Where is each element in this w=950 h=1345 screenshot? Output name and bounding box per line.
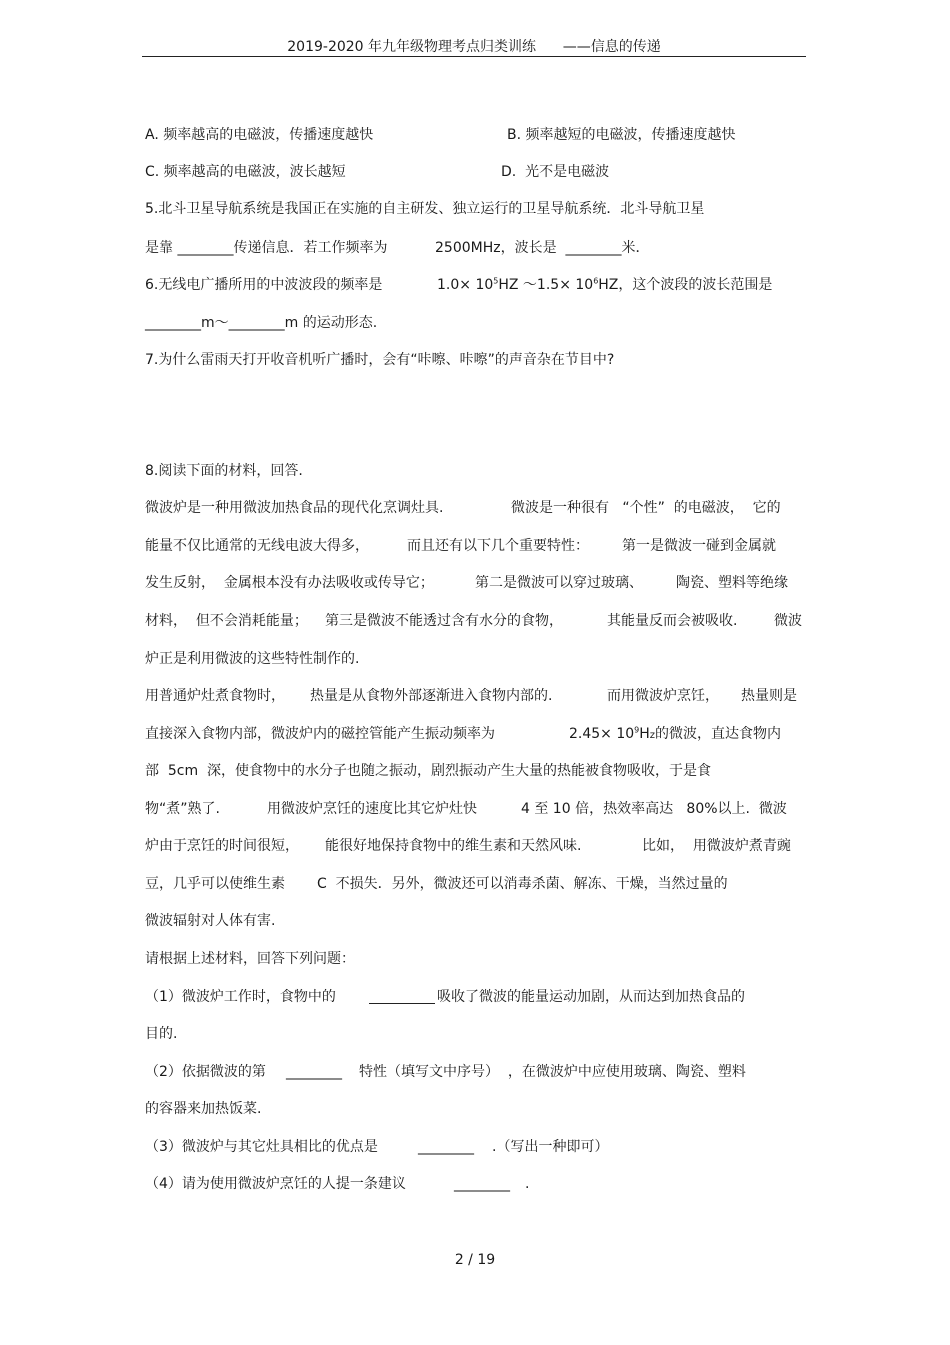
q8-ask: 请根据上述材料，回答下列问题： xyxy=(145,951,355,967)
q8-p2-l5-c: 比如， 用微波炉煮青豌 xyxy=(642,838,791,854)
q8-p1-l4-b: 第三是微波不能透过含有水分的食物， xyxy=(325,613,563,629)
q5-line1: 5.北斗卫星导航系统是我国正在实施的自主研发、独立运行的卫星导航系统．北斗导航卫星 xyxy=(145,201,705,217)
q8-sub2-a: （2）依据微波的第 xyxy=(145,1064,266,1080)
q8-p1-line5: 炉正是利用微波的这些特性制作的. xyxy=(145,651,360,667)
q8-freq-unit-z: z xyxy=(649,730,656,741)
q8-p2-l4-b: 用微波炉烹饪的速度比其它炉灶快 xyxy=(267,801,477,817)
q8-p2-line3: 部 5cm 深，使食物中的水分子也随之振动，剧烈振动产生大量的热能被食物吸收，于是食 xyxy=(145,763,712,779)
q8-p2-l6-a: 豆，几乎可以使维生素 xyxy=(145,876,285,892)
q8-sub2-c: 特性（填写文中序号） ，在微波炉中应使用玻璃、陶瓷、塑料 xyxy=(359,1064,746,1080)
q6-text: 6.无线电广播所用的中波波段的频率是 xyxy=(145,277,383,293)
q8-intro: 8.阅读下面的材料，回答. xyxy=(145,463,303,479)
q8-sub4-c: . xyxy=(525,1176,530,1192)
q8-p2-l6-b: C 不损失．另外，微波还可以消毒杀菌、解冻、干燥，当然过量的 xyxy=(317,876,728,892)
q8-sub1-blank[interactable] xyxy=(369,989,435,1010)
q8-p1-l2-c: 第一是微波一碰到金属就 xyxy=(622,538,776,554)
q8-p1-l1-a: 微波炉是一种用微波加热食品的现代化烹调灶具. xyxy=(145,500,444,516)
q5-part-b: 2500MHz，波长是 ________米． xyxy=(435,240,650,256)
q4-option-d: D. 光不是电磁波 xyxy=(501,164,610,180)
q8-sub4-blank[interactable]: ________ xyxy=(454,1176,510,1192)
q8-freq-exp: 9 xyxy=(634,725,640,735)
page-header: 2019-2020 年九年级物理考点归类训练 ——信息的传递 xyxy=(287,39,661,55)
q8-p2-l2-tail: 的微波，直达食物内 xyxy=(655,726,782,742)
q8-sub3-c: .（写出一种即可） xyxy=(492,1139,609,1155)
q8-p2-l4-c: 4 至 10 倍，热效率高达 80%以上. 微波 xyxy=(521,801,787,817)
q6-frequency-range xyxy=(437,275,772,295)
q8-sub3-blank[interactable]: ________ xyxy=(418,1139,474,1155)
q6-freq-mid: HZ ～1.5× 10 xyxy=(498,277,594,293)
q8-p1-l3-b: 第二是微波可以穿过玻璃、 xyxy=(475,575,643,591)
q5-part-a: 是靠 ________传递信息．若工作频率为 xyxy=(145,240,388,256)
q8-sub1-line1 xyxy=(145,987,805,1067)
q8-sub4 xyxy=(145,1174,805,1254)
q8-p2-l1-b: 热量是从食物外部逐渐进入食物内部的. xyxy=(310,688,553,704)
page-number: 2 / 19 xyxy=(454,1252,496,1268)
q8-p2-l2-frequency xyxy=(569,724,781,746)
q8-p2-l1-a: 用普通炉灶煮食物时， xyxy=(145,688,285,704)
q8-sub3-a: （3）微波炉与其它灶具相比的优点是 xyxy=(145,1139,378,1155)
q8-p1-l2-b: 而且还有以下几个重要特性： xyxy=(407,538,589,554)
q8-sub1-a: （1）微波炉工作时，食物中的 xyxy=(145,989,336,1005)
q6-line2: ________m～________m 的运动形态. xyxy=(145,315,378,331)
q8-p2-l2-a: 直接深入食物内部，微波炉内的磁控管能产生振动频率为 xyxy=(145,726,495,742)
q8-p1-l3-c: 陶瓷、塑料等绝缘 xyxy=(676,575,788,591)
q4-option-c: C. 频率越高的电磁波，波长越短 xyxy=(145,164,346,180)
q8-p2-l1-c: 而用微波炉烹饪， xyxy=(607,688,719,704)
q8-p2-line7: 微波辐射对人体有害. xyxy=(145,913,276,929)
q8-p1-l4-d: 微波 xyxy=(774,613,802,629)
q8-p1-l1-b: 微波是一种很有 “个性” 的电磁波， 它的 xyxy=(511,500,781,516)
q8-p2-l4-a: 物“煮”熟了. xyxy=(145,801,220,817)
q6-exp-1: 5 xyxy=(493,276,499,286)
q6-exp-2: 6 xyxy=(593,276,599,286)
q8-sub2-line2: 的容器来加热饭菜. xyxy=(145,1101,262,1117)
q8-p2-l5-b: 能很好地保持食物中的维生素和天然风味. xyxy=(325,838,582,854)
q8-sub1-line2: 目的. xyxy=(145,1026,178,1042)
q6-freq-tail: HZ，这个波段的波长范围是 xyxy=(598,277,773,293)
q4-option-b: B. 频率越短的电磁波，传播速度越快 xyxy=(507,127,736,143)
q6-freq-low: 1.0× 10 xyxy=(437,277,494,293)
q4-option-a: A. 频率越高的电磁波，传播速度越快 xyxy=(145,127,374,143)
q8-p1-l4-a: 材料， 但不会消耗能量； xyxy=(145,613,308,629)
q8-sub4-a: （4）请为使用微波炉烹饪的人提一条建议 xyxy=(145,1176,406,1192)
q8-sub1-c: 吸收了微波的能量运动加剧，从而达到加热食品的 xyxy=(437,989,745,1005)
q8-p1-l2-a: 能量不仅比通常的无线电波大得多， xyxy=(145,538,369,554)
q8-p1-l3-a: 发生反射， 金属根本没有办法吸收或传导它； xyxy=(145,575,434,591)
q8-p2-l1-d: 热量则是 xyxy=(741,688,797,704)
q8-p1-l4-c: 其能量反而会被吸收. xyxy=(607,613,738,629)
q7-question: 7.为什么雷雨天打开收音机听广播时，会有“咔嚓、咔嚓”的声音杂在节目中? xyxy=(145,352,615,368)
q8-freq-mantissa: 2.45× 10 xyxy=(569,726,635,742)
header-divider xyxy=(142,56,806,57)
q8-p2-l5-a: 炉由于烹饪的时间很短， xyxy=(145,838,299,854)
q8-sub2-blank[interactable]: ________ xyxy=(286,1064,342,1080)
q8-freq-unit-h: H xyxy=(639,726,650,742)
